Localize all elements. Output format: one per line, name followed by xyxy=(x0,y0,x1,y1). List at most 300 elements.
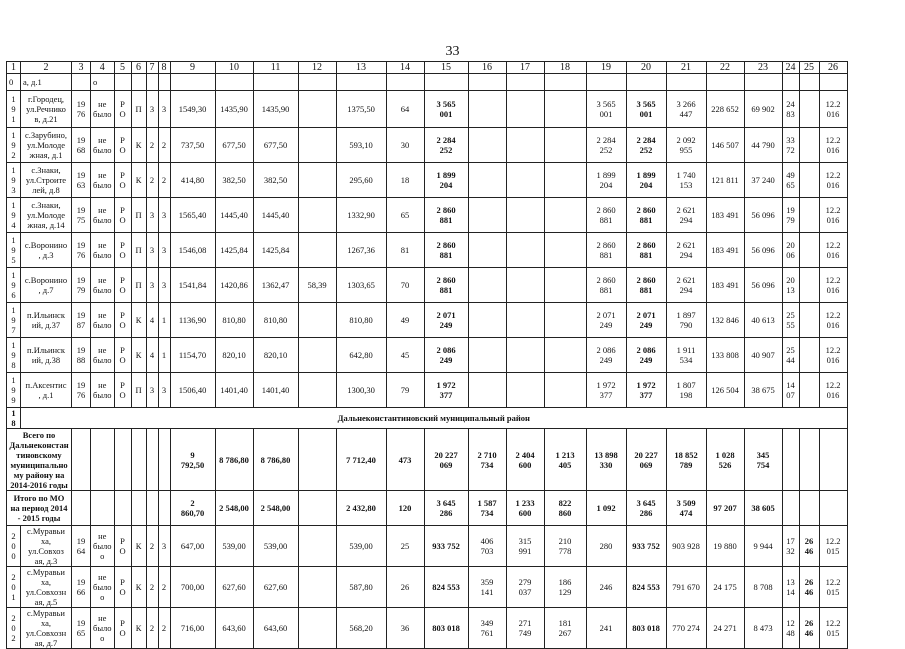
total-label: Всего по Дальнеконстан тиновскому муниципально му району на 2014-2016 годы xyxy=(7,429,72,491)
cell: не было xyxy=(91,163,115,198)
cell: П xyxy=(131,373,146,408)
cell: 2 071 249 xyxy=(586,303,626,338)
cell: не было xyxy=(91,198,115,233)
column-number: 14 xyxy=(386,62,424,74)
cell xyxy=(386,74,424,91)
cell: П xyxy=(131,198,146,233)
cell: 2 xyxy=(146,128,158,163)
cell: 810,80 xyxy=(215,303,253,338)
cell xyxy=(298,429,336,491)
cell: 26 xyxy=(386,567,424,608)
cell: 12.2 016 xyxy=(819,128,847,163)
cell: 183 491 xyxy=(706,268,744,303)
cell: К xyxy=(131,567,146,608)
cell xyxy=(298,233,336,268)
cell: 280 xyxy=(586,526,626,567)
cell: 49 xyxy=(386,303,424,338)
cell: 3 565 001 xyxy=(424,91,468,128)
cell xyxy=(799,268,819,303)
cell: 1 972 377 xyxy=(586,373,626,408)
cell: 406 703 xyxy=(468,526,506,567)
cell: 1 9 9 xyxy=(7,373,21,408)
cell xyxy=(799,128,819,163)
cell: 9 944 xyxy=(744,526,782,567)
column-number: 5 xyxy=(114,62,131,74)
cell: г.Городец, ул.Речнико в, д.21 xyxy=(21,91,72,128)
cell: 791 670 xyxy=(666,567,706,608)
cell: 1541,84 xyxy=(170,268,215,303)
cell: К xyxy=(131,608,146,649)
table-row xyxy=(7,198,848,233)
cell xyxy=(544,338,586,373)
cell: 2 086 249 xyxy=(424,338,468,373)
column-number: 1 xyxy=(7,62,21,74)
cell xyxy=(424,74,468,91)
cell: с.Воронино , д.7 xyxy=(21,268,72,303)
cell: 40 613 xyxy=(744,303,782,338)
cell: 1 9 4 xyxy=(7,198,21,233)
column-number: 25 xyxy=(799,62,819,74)
cell: Р О xyxy=(114,608,131,649)
cell: с.Муравьи ха, ул.Совхозн ая, д.5 xyxy=(21,567,72,608)
cell xyxy=(468,373,506,408)
cell: 56 096 xyxy=(744,233,782,268)
cell: Р О xyxy=(114,233,131,268)
table-row xyxy=(7,567,848,608)
cell xyxy=(506,233,544,268)
cell: 4 xyxy=(146,303,158,338)
cell xyxy=(799,338,819,373)
cell: 1 9 8 xyxy=(7,338,21,373)
cell: 19 87 xyxy=(72,303,91,338)
cell: 2 086 249 xyxy=(586,338,626,373)
cell: 146 507 xyxy=(706,128,744,163)
cell: 1 9 1 xyxy=(7,91,21,128)
table-row xyxy=(7,233,848,268)
cell: К xyxy=(131,303,146,338)
cell: Р О xyxy=(114,526,131,567)
table-row xyxy=(7,91,848,128)
cell: 1 092 xyxy=(586,491,626,526)
cell: 820,10 xyxy=(215,338,253,373)
cell xyxy=(506,303,544,338)
cell: 64 xyxy=(386,91,424,128)
column-number: 21 xyxy=(666,62,706,74)
cell xyxy=(170,74,215,91)
cell xyxy=(506,373,544,408)
page-number: 33 xyxy=(445,44,460,59)
cell: о xyxy=(91,74,115,91)
cell: 8 708 xyxy=(744,567,782,608)
cell: 183 491 xyxy=(706,198,744,233)
cell: 13 14 xyxy=(782,567,799,608)
cell: 241 xyxy=(586,608,626,649)
cell: 1362,47 xyxy=(253,268,298,303)
cell: 25 44 xyxy=(782,338,799,373)
cell: Р О xyxy=(114,303,131,338)
cell: Р О xyxy=(114,567,131,608)
cell xyxy=(158,74,170,91)
cell: 81 xyxy=(386,233,424,268)
cell: 19 79 xyxy=(782,198,799,233)
column-number: 22 xyxy=(706,62,744,74)
cell: не было xyxy=(91,268,115,303)
cell xyxy=(506,198,544,233)
cell: 903 928 xyxy=(666,526,706,567)
cell: 49 65 xyxy=(782,163,799,198)
cell: 2 xyxy=(158,128,170,163)
cell: 1 9 7 xyxy=(7,303,21,338)
section-title: Дальнеконстантиновский муниципальный район xyxy=(21,408,848,429)
cell: 181 267 xyxy=(544,608,586,649)
cell xyxy=(298,74,336,91)
cell: 2 860 881 xyxy=(586,198,626,233)
cell: П xyxy=(131,268,146,303)
column-number: 16 xyxy=(468,62,506,74)
cell: 737,50 xyxy=(170,128,215,163)
cell xyxy=(626,74,666,91)
cell: 1 9 5 xyxy=(7,233,21,268)
total-row xyxy=(7,491,848,526)
cell: с.Воронино , д.3 xyxy=(21,233,72,268)
cell: 12.2 016 xyxy=(819,198,847,233)
cell: 1 028 526 xyxy=(706,429,744,491)
cell: 1332,90 xyxy=(336,198,386,233)
cell: 279 037 xyxy=(506,567,544,608)
cell: 19 65 xyxy=(72,608,91,649)
cell: с.Муравьи ха, ул.Совхоз ая, д.3 xyxy=(21,526,72,567)
cell xyxy=(298,373,336,408)
cell xyxy=(586,74,626,91)
cell: П xyxy=(131,233,146,268)
column-number: 10 xyxy=(215,62,253,74)
section-id: 1 8 xyxy=(7,408,21,429)
cell: 1 9 2 xyxy=(7,128,21,163)
cell: 3 xyxy=(158,91,170,128)
cell: 24 175 xyxy=(706,567,744,608)
cell: 38 605 xyxy=(744,491,782,526)
cell xyxy=(799,91,819,128)
cell: К xyxy=(131,338,146,373)
cell: 1 587 734 xyxy=(468,491,506,526)
cell: 19 76 xyxy=(72,373,91,408)
cell: 1375,50 xyxy=(336,91,386,128)
cell: 26 46 xyxy=(799,567,819,608)
cell: 1136,90 xyxy=(170,303,215,338)
cell: 587,80 xyxy=(336,567,386,608)
cell: 12.2 016 xyxy=(819,268,847,303)
cell: 19 64 xyxy=(72,526,91,567)
cell xyxy=(72,491,91,526)
cell xyxy=(706,74,744,91)
cell: 3 645 286 xyxy=(424,491,468,526)
cell: 3 xyxy=(158,233,170,268)
cell: 2 xyxy=(146,567,158,608)
cell xyxy=(544,91,586,128)
cell: 539,00 xyxy=(215,526,253,567)
cell xyxy=(468,128,506,163)
cell: не было xyxy=(91,373,115,408)
cell: 2 432,80 xyxy=(336,491,386,526)
column-number: 2 xyxy=(21,62,72,74)
cell: 933 752 xyxy=(626,526,666,567)
cell: 70 xyxy=(386,268,424,303)
cell: 56 096 xyxy=(744,198,782,233)
cell: 97 207 xyxy=(706,491,744,526)
cell xyxy=(799,233,819,268)
cell: не было xyxy=(91,303,115,338)
column-number: 9 xyxy=(170,62,215,74)
cell: 210 778 xyxy=(544,526,586,567)
cell: 315 991 xyxy=(506,526,544,567)
cell: 295,60 xyxy=(336,163,386,198)
cell xyxy=(468,74,506,91)
cell xyxy=(298,567,336,608)
cell xyxy=(799,491,819,526)
cell xyxy=(298,491,336,526)
cell xyxy=(215,74,253,91)
cell: 3 xyxy=(146,233,158,268)
column-number-row xyxy=(7,62,848,74)
column-number: 8 xyxy=(158,62,170,74)
total-label: Итого по МО на период 2014 - 2015 годы xyxy=(7,491,72,526)
cell: 2 860 881 xyxy=(626,198,666,233)
cell: 3 645 286 xyxy=(626,491,666,526)
cell xyxy=(298,303,336,338)
cell: не было xyxy=(91,233,115,268)
cell: 642,80 xyxy=(336,338,386,373)
cell: 2 086 249 xyxy=(626,338,666,373)
cell: 20 06 xyxy=(782,233,799,268)
cell: не было xyxy=(91,338,115,373)
cell: 1565,40 xyxy=(170,198,215,233)
cell: 33 72 xyxy=(782,128,799,163)
cell: 1425,84 xyxy=(253,233,298,268)
column-number: 23 xyxy=(744,62,782,74)
cell: 183 491 xyxy=(706,233,744,268)
cell: 3 565 001 xyxy=(626,91,666,128)
cell: 45 xyxy=(386,338,424,373)
cell: 2 0 1 xyxy=(7,567,21,608)
table-row xyxy=(7,268,848,303)
cell: 2 621 294 xyxy=(666,268,706,303)
cell: 20 227 069 xyxy=(626,429,666,491)
cell: 2 092 955 xyxy=(666,128,706,163)
column-number: 11 xyxy=(253,62,298,74)
cell: 803 018 xyxy=(626,608,666,649)
cell: 2 860 881 xyxy=(424,233,468,268)
cell: 2 0 2 xyxy=(7,608,21,649)
cell xyxy=(819,491,847,526)
cell: 3 xyxy=(146,91,158,128)
cell: 810,80 xyxy=(336,303,386,338)
cell: 120 xyxy=(386,491,424,526)
cell: К xyxy=(131,163,146,198)
cell: 44 790 xyxy=(744,128,782,163)
cell: 2 621 294 xyxy=(666,233,706,268)
cell: 2 xyxy=(158,163,170,198)
cell xyxy=(468,338,506,373)
cell xyxy=(799,74,819,91)
cell: 1549,30 xyxy=(170,91,215,128)
cell xyxy=(506,128,544,163)
cell: 1 899 204 xyxy=(626,163,666,198)
cell: Р О xyxy=(114,338,131,373)
continuation-row xyxy=(7,74,848,91)
cell xyxy=(72,429,91,491)
cell: 246 xyxy=(586,567,626,608)
cell: 1 972 377 xyxy=(626,373,666,408)
cell xyxy=(298,128,336,163)
table-row xyxy=(7,526,848,567)
cell: 933 752 xyxy=(424,526,468,567)
cell xyxy=(298,163,336,198)
cell xyxy=(506,74,544,91)
cell xyxy=(91,491,115,526)
cell: 12 48 xyxy=(782,608,799,649)
cell: 770 274 xyxy=(666,608,706,649)
cell xyxy=(506,338,544,373)
cell: 40 907 xyxy=(744,338,782,373)
cell: 12.2 015 xyxy=(819,526,847,567)
cell: Р О xyxy=(114,268,131,303)
cell xyxy=(114,74,131,91)
cell: 1435,90 xyxy=(215,91,253,128)
cell: 19 79 xyxy=(72,268,91,303)
cell: 2 071 249 xyxy=(626,303,666,338)
cell xyxy=(298,91,336,128)
table-row xyxy=(7,373,848,408)
cell: не было о xyxy=(91,608,115,649)
cell: 12.2 016 xyxy=(819,338,847,373)
cell: 186 129 xyxy=(544,567,586,608)
cell: 1445,40 xyxy=(215,198,253,233)
cell: 810,80 xyxy=(253,303,298,338)
column-number: 12 xyxy=(298,62,336,74)
cell: 17 32 xyxy=(782,526,799,567)
cell: 58,39 xyxy=(298,268,336,303)
table-row xyxy=(7,303,848,338)
cell: 37 240 xyxy=(744,163,782,198)
cell: 1 9 3 xyxy=(7,163,21,198)
cell: 25 55 xyxy=(782,303,799,338)
cell xyxy=(468,303,506,338)
column-number: 18 xyxy=(544,62,586,74)
cell: 2 284 252 xyxy=(586,128,626,163)
cell: 56 096 xyxy=(744,268,782,303)
cell: с.Знаки, ул.Строите лей, д.8 xyxy=(21,163,72,198)
cell xyxy=(298,198,336,233)
cell: 3 xyxy=(146,373,158,408)
cell: 2 284 252 xyxy=(424,128,468,163)
column-number: 24 xyxy=(782,62,799,74)
cell: 2 xyxy=(158,608,170,649)
cell xyxy=(544,373,586,408)
cell: К xyxy=(131,526,146,567)
cell xyxy=(544,268,586,303)
cell: 26 46 xyxy=(799,608,819,649)
cell xyxy=(506,268,544,303)
cell xyxy=(506,91,544,128)
cell: 1 807 198 xyxy=(666,373,706,408)
cell: а, д.1 xyxy=(21,74,72,91)
cell: 2 710 734 xyxy=(468,429,506,491)
column-number: 7 xyxy=(146,62,158,74)
cell: 30 xyxy=(386,128,424,163)
cell: Р О xyxy=(114,163,131,198)
cell xyxy=(91,429,115,491)
cell: 1 972 377 xyxy=(424,373,468,408)
cell: 359 141 xyxy=(468,567,506,608)
cell: 1425,84 xyxy=(215,233,253,268)
cell: 1 740 153 xyxy=(666,163,706,198)
cell: 1300,30 xyxy=(336,373,386,408)
cell xyxy=(744,74,782,91)
cell: 382,50 xyxy=(215,163,253,198)
cell: 228 652 xyxy=(706,91,744,128)
column-number: 17 xyxy=(506,62,544,74)
cell: 824 553 xyxy=(424,567,468,608)
cell: 820,10 xyxy=(253,338,298,373)
column-number: 13 xyxy=(336,62,386,74)
cell: 19 76 xyxy=(72,233,91,268)
cell: 79 xyxy=(386,373,424,408)
cell: 19 76 xyxy=(72,91,91,128)
cell xyxy=(72,74,91,91)
cell: 593,10 xyxy=(336,128,386,163)
cell: 2 071 249 xyxy=(424,303,468,338)
cell: 627,60 xyxy=(215,567,253,608)
cell xyxy=(298,526,336,567)
cell xyxy=(506,163,544,198)
column-number: 20 xyxy=(626,62,666,74)
cell xyxy=(544,74,586,91)
cell: 716,00 xyxy=(170,608,215,649)
cell: 2 860 881 xyxy=(626,268,666,303)
total-row xyxy=(7,429,848,491)
cell: 12.2 016 xyxy=(819,163,847,198)
cell: не было xyxy=(91,91,115,128)
cell: 1420,86 xyxy=(215,268,253,303)
cell xyxy=(666,74,706,91)
cell: 3 xyxy=(146,198,158,233)
cell xyxy=(782,74,799,91)
cell xyxy=(819,429,847,491)
cell xyxy=(298,608,336,649)
cell xyxy=(158,429,170,491)
cell xyxy=(468,91,506,128)
cell xyxy=(782,491,799,526)
cell xyxy=(799,198,819,233)
cell: 539,00 xyxy=(253,526,298,567)
column-number: 15 xyxy=(424,62,468,74)
cell: 18 852 789 xyxy=(666,429,706,491)
cell xyxy=(799,303,819,338)
cell: 65 xyxy=(386,198,424,233)
cell: 121 811 xyxy=(706,163,744,198)
cell: 13 898 330 xyxy=(586,429,626,491)
cell: 3 xyxy=(158,526,170,567)
cell: п.Ильинск ий, д.38 xyxy=(21,338,72,373)
cell xyxy=(544,198,586,233)
cell: п.Аксентис , д.1 xyxy=(21,373,72,408)
cell: 24 83 xyxy=(782,91,799,128)
cell: 382,50 xyxy=(253,163,298,198)
cell: К xyxy=(131,128,146,163)
cell: 3 xyxy=(158,268,170,303)
cell: 1401,40 xyxy=(215,373,253,408)
cell xyxy=(146,74,158,91)
